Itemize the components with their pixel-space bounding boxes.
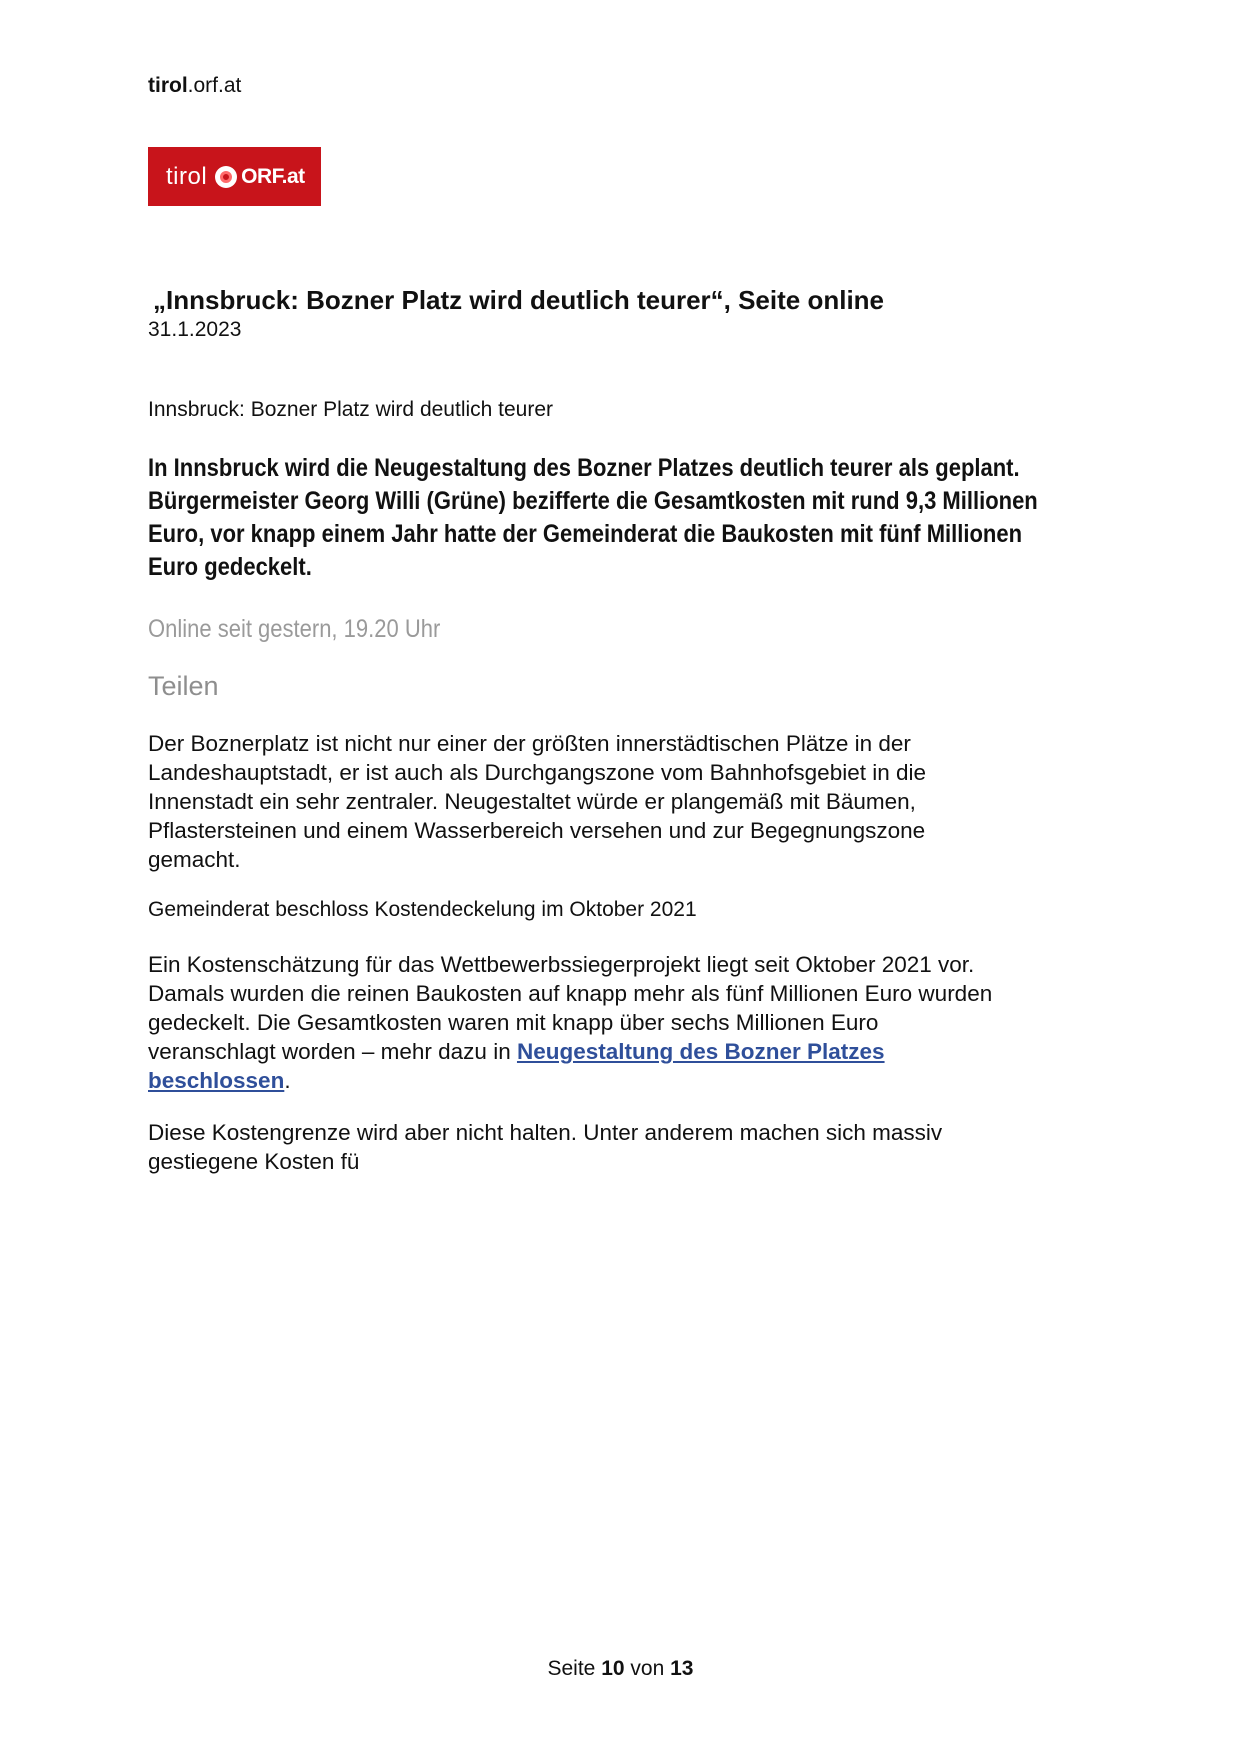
share-label[interactable]: Teilen — [148, 671, 219, 701]
tirol-orf-logo — [148, 147, 321, 206]
link-neugestaltung-continued[interactable]: beschlossen — [148, 1068, 285, 1093]
page-footer: Seite 10 von 13 — [547, 1657, 694, 1680]
article-title: „Innsbruck: Bozner Platz wird deutlich teurer“, Seite online — [153, 285, 885, 315]
online-since: Online seit gestern, 19.20 Uhr — [148, 615, 441, 643]
article-lead: In Innsbruck wird die Neugestaltung des Bozner Platzes deutlich teurer als geplant. Bürgermeister Georg Willi (Grüne) bezifferte die Gesamtkosten mit rund 9,3 Millionen Euro, vor knapp einem Jahr hatte der Gemeinderat die Baukosten mit fünf Millionen Euro gedeckelt. — [148, 454, 1038, 581]
orf-ring-icon — [215, 166, 237, 188]
logo-text-orf: ORF.at — [241, 164, 305, 188]
source-site: tirol.orf.at — [148, 74, 242, 97]
article-kicker: Innsbruck: Bozner Platz wird deutlich teurer — [148, 398, 554, 421]
paragraph-3: Diese Kostengrenze wird aber nicht halten. Unter anderem machen sich massiv gestiegene Kosten fü — [148, 1120, 943, 1174]
link-neugestaltung[interactable]: Neugestaltung des Bozner Platzes — [516, 1039, 885, 1064]
paragraph-2: Ein Kostenschätzung für das Wettbewerbssiegerprojekt liegt seit Oktober 2021 vor. Damals wurden die reinen Baukosten auf knapp mehr als fünf Millionen Euro wurden gedeckelt. Die Gesamtkosten waren mit knapp über sechs Millionen Euro veranschlagt worden – mehr dazu in Neugestaltung des Bozner Platzes beschlossen. — [148, 952, 993, 1093]
article-date: 31.1.2023 — [148, 318, 242, 341]
paragraph-1: Der Boznerplatz ist nicht nur einer der größten innerstädtischen Plätze in der Landeshauptstadt, er ist auch als Durchgangszone vom Bahnhofsgebiet in die Innenstadt ein sehr zentraler. Neugestaltet würde er plangemäß mit Bäumen, Pflastersteinen und einem Wasserbereich versehen und zur Begegnungszone gemacht. — [148, 731, 927, 872]
logo-text-tirol: tirol — [166, 162, 208, 190]
subheading: Gemeinderat beschloss Kostendeckelung im Oktober 2021 — [148, 898, 697, 921]
